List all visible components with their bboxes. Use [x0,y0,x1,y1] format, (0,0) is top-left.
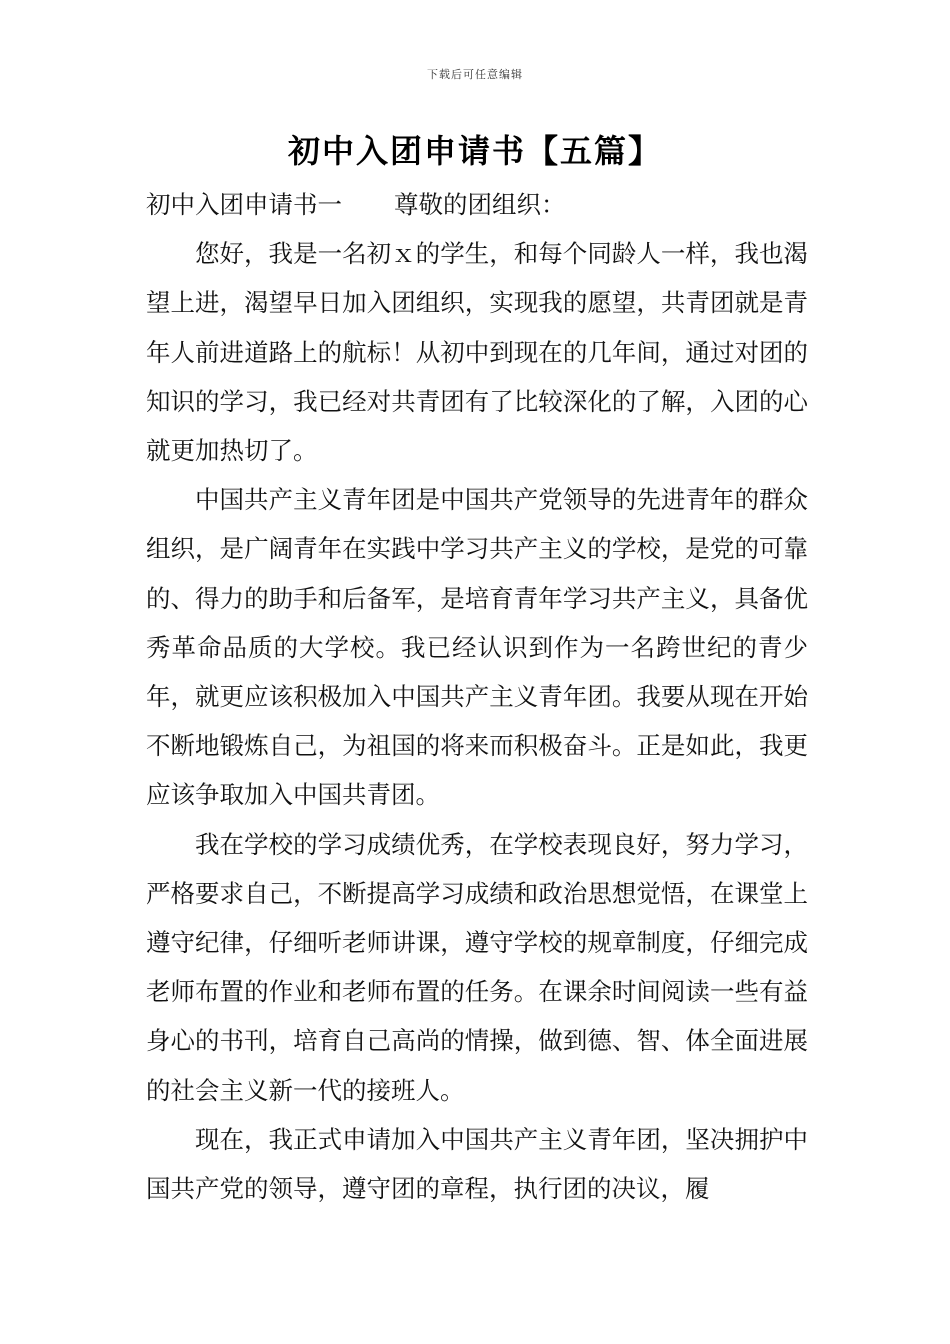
paragraph-2: 中国共产主义青年团是中国共产党领导的先进青年的群众组织，是广阔青年在实践中学习共产主义的学校，是党的可靠的、得力的助手和后备军，是培育青年学习共产主义，具备优秀革命品质的大学校。我已经认识到作为一名跨世纪的青少年，就更应该积极加入中国共产主义青年团。我要从现在开始不断地锻炼自己，为祖国的将来而积极奋斗。正是如此，我更应该争取加入中国共青团。 [146,485,808,810]
paragraph-3: 我在学校的学习成绩优秀，在学校表现良好，努力学习，严格要求自己，不断提高学习成绩和政治思想觉悟，在课堂上遵守纪律，仔细听老师讲课，遵守学校的规章制度，仔细完成老师布置的作业和老师布置的任务。在课余时间阅读一些有益身心的书刊，培育自己高尚的情操，做到德、智、体全面进展的社会主义新一代的接班人。 [146,829,808,1105]
subheading: 初中入团申请书一 [146,190,342,219]
subheading-line [146,180,808,229]
document-body [146,180,808,1213]
paragraph-1: 您好，我是一名初ｘ的学生，和每个同龄人一样，我也渴望上进，渴望早日加入团组织，实现我的愿望，共青团就是青年人前进道路上的航标！从初中到现在的几年间，通过对团的知识的学习，我已经对共青团有了比较深化的了解，入团的心就更加热切了。 [146,239,808,466]
paragraph-4: 现在，我正式申请加入中国共产主义青年团，坚决拥护中国共产党的领导，遵守团的章程，执行团的决议，履 [146,1124,808,1204]
header-note: 下载后可任意编辑 [427,68,523,81]
document-title: 初中入团申请书【五篇】 [287,132,662,170]
salutation: 尊敬的团组织： [394,190,566,219]
